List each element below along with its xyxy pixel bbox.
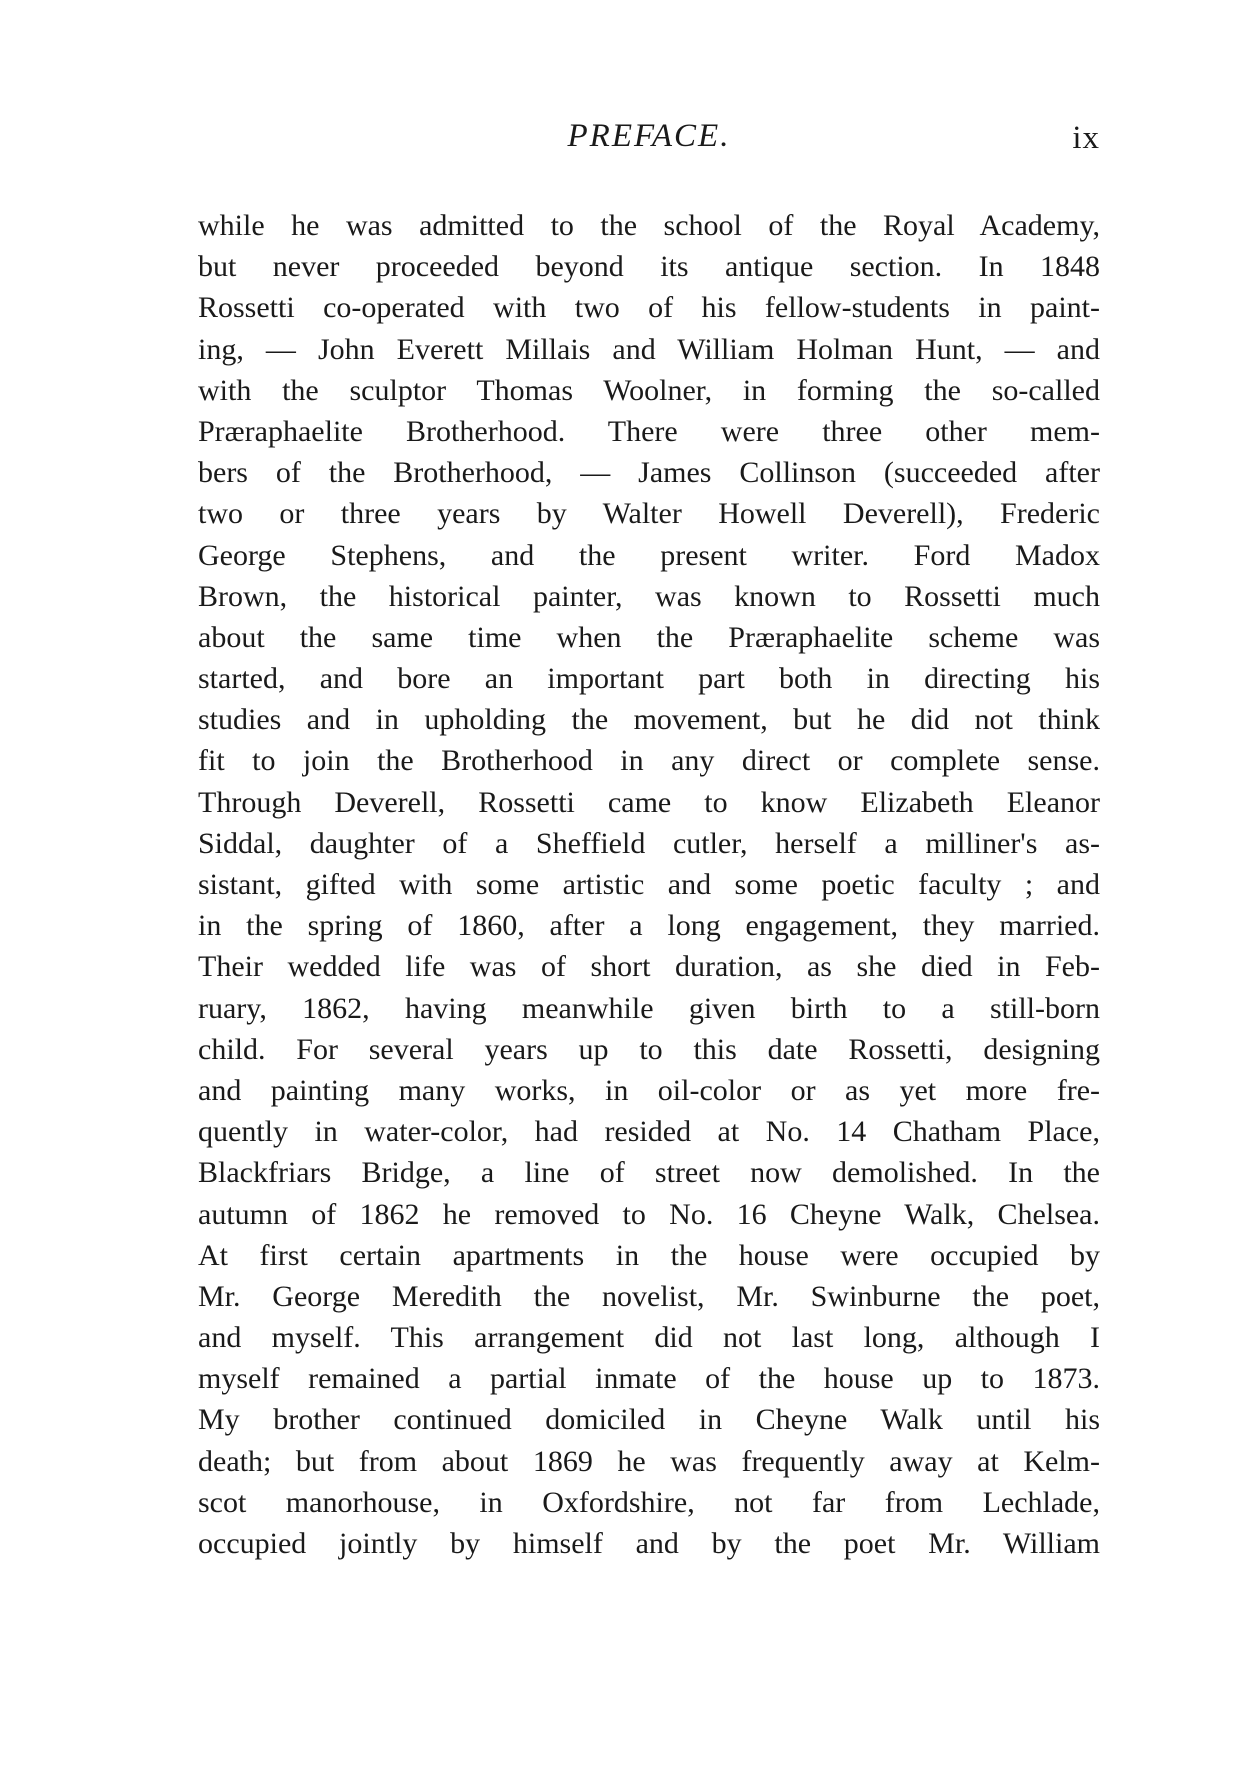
body-text (198, 205, 1100, 1564)
text-line: in the spring of 1860, after a long engagement, they married. (198, 909, 1100, 943)
text-line: Their wedded life was of short duration, as she died in Feb- (198, 950, 1100, 984)
text-line: ruary, 1862, having meanwhile given birth to a still-born (198, 991, 1100, 1025)
text-line: with the sculptor Thomas Woolner, in forming the so-called (198, 373, 1100, 407)
text-line: occupied jointly by himself and by the poet Mr. William (198, 1527, 1100, 1560)
text-line: George Stephens, and the present writer. Ford Madox (198, 538, 1100, 572)
text-line: Siddal, daughter of a Sheffield cutler, herself a milliner's as- (198, 826, 1100, 860)
text-line: fit to join the Brotherhood in any direct or complete sense. (198, 744, 1100, 778)
text-line: Mr. George Meredith the novelist, Mr. Swinburne the poet, (198, 1279, 1100, 1313)
text-line: while he was admitted to the school of the Royal Academy, (198, 209, 1100, 242)
text-line: Rossetti co-operated with two of his fellow-students in paint- (198, 291, 1100, 325)
text-line: Præraphaelite Brotherhood. There were three other mem- (198, 414, 1100, 448)
text-line: quently in water-color, had resided at No. 14 Chatham Place, (198, 1115, 1100, 1149)
text-line: scot manorhouse, in Oxfordshire, not far from Lechlade, (198, 1485, 1100, 1519)
text-line: Brown, the historical painter, was known to Rossetti much (198, 579, 1100, 613)
text-line: about the same time when the Præraphaelite scheme was (198, 620, 1100, 654)
text-line: death; but from about 1869 he was frequently away at Kelm- (198, 1444, 1100, 1478)
page-number: ix (1072, 120, 1100, 156)
text-line: two or three years by Walter Howell Deverell), Frederic (198, 497, 1100, 531)
text-line: and myself. This arrangement did not last long, although I (198, 1321, 1100, 1355)
text-line: but never proceeded beyond its antique section. In 1848 (198, 250, 1100, 284)
text-line: At first certain apartments in the house were occupied by (198, 1238, 1100, 1272)
text-line: autumn of 1862 he removed to No. 16 Cheyne Walk, Chelsea. (198, 1197, 1100, 1231)
text-line: Blackfriars Bridge, a line of street now demolished. In the (198, 1156, 1100, 1190)
text-line: ing, — John Everett Millais and William Holman Hunt, — and (198, 332, 1100, 366)
text-line: sistant, gifted with some artistic and some poetic faculty ; and (198, 868, 1100, 901)
text-line: and painting many works, in oil-color or as yet more fre- (198, 1073, 1100, 1107)
running-title: PREFACE. (567, 118, 731, 154)
text-line: myself remained a partial inmate of the house up to 1873. (198, 1362, 1100, 1396)
text-line: bers of the Brotherhood, — James Collinson (succeeded after (198, 456, 1100, 490)
running-head (198, 118, 1100, 168)
text-line: started, and bore an important part both in directing his (198, 662, 1100, 696)
text-line: studies and in upholding the movement, but he did not think (198, 703, 1100, 737)
text-line: My brother continued domiciled in Cheyne Walk until his (198, 1403, 1100, 1437)
text-line: child. For several years up to this date Rossetti, designing (198, 1032, 1100, 1066)
text-line: Through Deverell, Rossetti came to know Elizabeth Eleanor (198, 785, 1100, 819)
